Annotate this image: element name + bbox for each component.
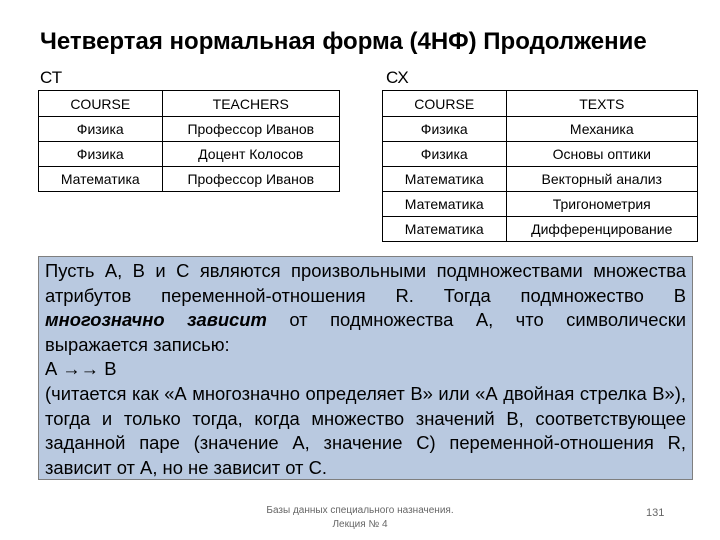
footer-course-name: Базы данных специального назначения. — [266, 505, 454, 516]
cx-cell: Математика — [383, 217, 507, 242]
cx-cell: Векторный анализ — [506, 167, 697, 192]
slide-title: Четвертая нормальная форма (4НФ) Продолжение — [40, 28, 647, 55]
cx-header-row — [383, 91, 698, 117]
table-row — [383, 192, 698, 217]
footer-lecture: Лекция № 4 — [332, 519, 388, 530]
cx-cell: Математика — [383, 167, 507, 192]
ct-cell: Профессор Иванов — [162, 167, 339, 192]
cx-label: СХ — [386, 68, 409, 87]
cx-table — [382, 90, 698, 242]
footer — [250, 504, 470, 532]
definition-paragraph — [45, 259, 686, 357]
ct-cell: Профессор Иванов — [162, 117, 339, 142]
page-number: 131 — [646, 507, 665, 519]
ct-cell: Физика — [39, 142, 163, 167]
ct-header-row — [39, 91, 340, 117]
ct-table — [38, 90, 340, 192]
cx-header-course: COURSE — [383, 91, 507, 117]
explanation-paragraph: (читается как «А многозначно определяет В» или «А двойная стрелка В»), тогда и только тогда, когда множество значений В, соответствующее заданной паре (значение А, значение С) переменной-отношения R, зависит от А, но не зависит от С. — [45, 382, 686, 478]
ct-label: СТ — [40, 68, 63, 87]
table-row — [383, 142, 698, 167]
cx-cell: Механика — [506, 117, 697, 142]
ct-header-teachers: TEACHERS — [162, 91, 339, 117]
formula: А →→ В — [45, 358, 117, 380]
cx-cell: Дифференцирование — [506, 217, 697, 242]
cx-cell: Физика — [383, 142, 507, 167]
table-row — [383, 167, 698, 192]
definition-text-end: от подмножества А, что символически выражается записью: — [45, 309, 687, 355]
definition-text-start: Пусть А, В и С являются произвольными подмножествами множества атрибутов переменной-отношения R. Тогда подмножество В — [45, 260, 686, 306]
ct-cell: Физика — [39, 117, 163, 142]
ct-cell: Доцент Колосов — [162, 142, 339, 167]
definition-textbox — [38, 256, 693, 480]
cx-header-texts: TEXTS — [506, 91, 697, 117]
cx-cell: Тригонометрия — [506, 192, 697, 217]
table-row — [39, 117, 340, 142]
table-row — [39, 167, 340, 192]
table-row — [383, 217, 698, 242]
cx-cell: Математика — [383, 192, 507, 217]
cx-cell: Основы оптики — [506, 142, 697, 167]
table-row — [383, 117, 698, 142]
table-row — [39, 142, 340, 167]
cx-cell: Физика — [383, 117, 507, 142]
ct-header-course: COURSE — [39, 91, 163, 117]
definition-emphasis: многозначно зависит — [45, 309, 267, 331]
ct-cell: Математика — [39, 167, 163, 192]
